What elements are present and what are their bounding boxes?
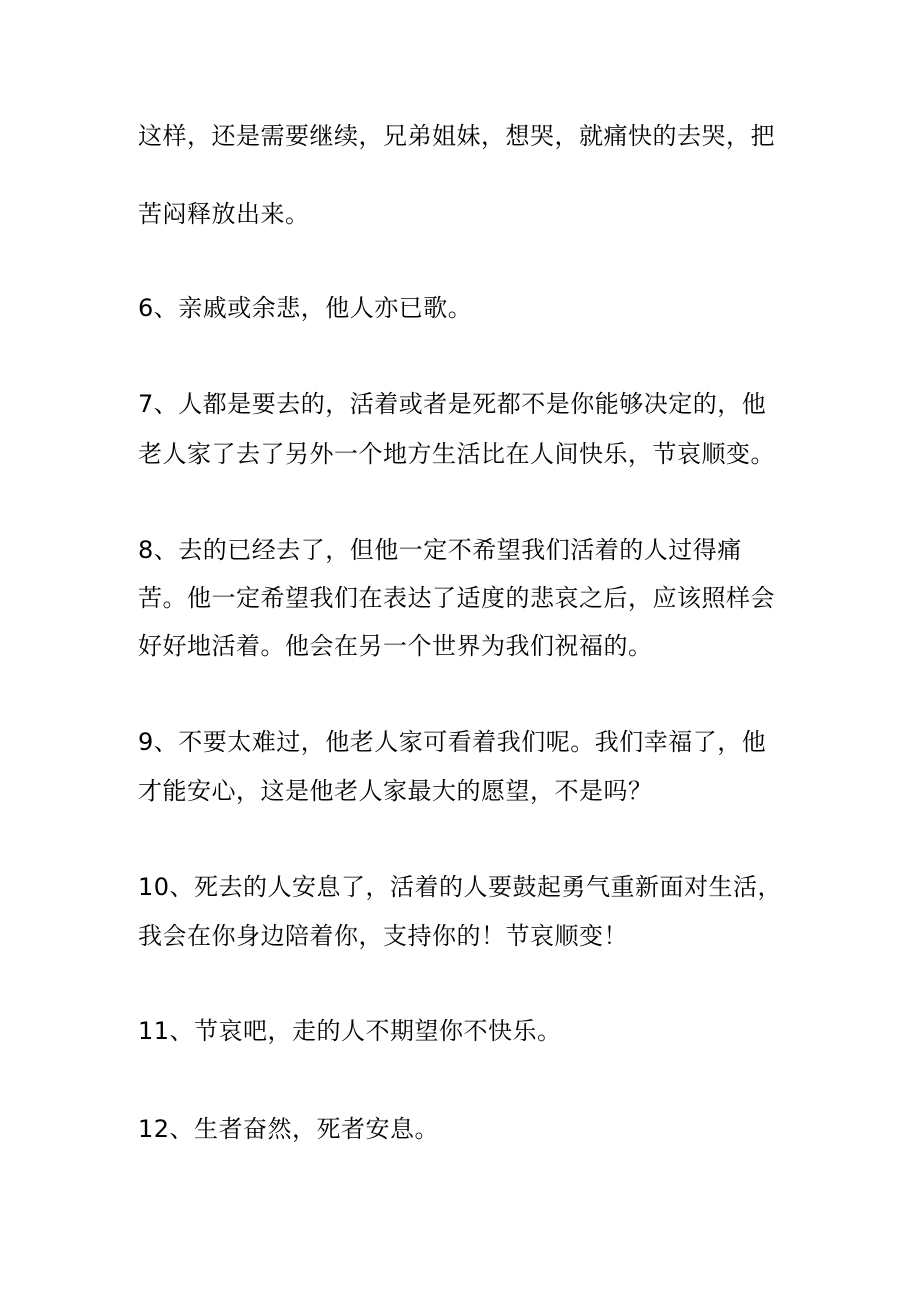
text-line: 这样，还是需要继续，兄弟姐妹，想哭，就痛快的去哭，把 bbox=[138, 122, 775, 150]
text-line: 6、亲戚或余悲，他人亦已歌。 bbox=[138, 294, 473, 322]
text-line: 老人家了去了另外一个地方生活比在人间快乐，节哀顺变。 bbox=[138, 440, 775, 468]
text-line: 才能安心，这是他老人家最大的愿望，不是吗？ bbox=[138, 777, 653, 805]
text-line: 好好地活着。他会在另一个世界为我们祝福的。 bbox=[138, 632, 653, 660]
text-line: 12、生者奋然，死者安息。 bbox=[138, 1115, 440, 1143]
text-line: 我会在你身边陪着你，支持你的！节哀顺变！ bbox=[138, 922, 628, 950]
text-line: 11、节哀吧，走的人不期望你不快乐。 bbox=[138, 1017, 562, 1045]
text-line: 苦。他一定希望我们在表达了适度的悲哀之后，应该照样会 bbox=[138, 584, 775, 612]
text-line: 9、不要太难过，他老人家可看着我们呢。我们幸福了，他 bbox=[138, 728, 767, 756]
text-line: 7、人都是要去的，活着或者是死都不是你能够决定的，他 bbox=[138, 390, 767, 418]
text-line: 10、死去的人安息了，活着的人要鼓起勇气重新面对生活， bbox=[138, 873, 783, 901]
text-line: 苦闷释放出来。 bbox=[138, 200, 310, 228]
text-line: 8、去的已经去了，但他一定不希望我们活着的人过得痛 bbox=[138, 536, 742, 564]
